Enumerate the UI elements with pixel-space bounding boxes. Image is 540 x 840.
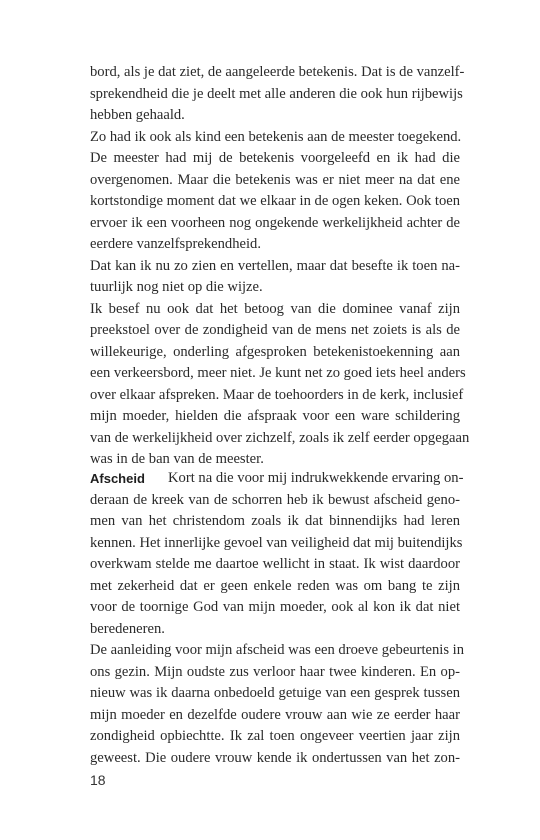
section-first-line xyxy=(90,468,464,490)
text-line: sprekendheid die je deelt met alle anderen die ook hun rijbewijs xyxy=(90,85,463,102)
body-text-section-2 xyxy=(90,468,465,769)
text-line: voor de toornige God van mijn moeder, ook al kon ik dat niet xyxy=(90,599,460,615)
text-line: willekeurige, onderling afgesproken betekenistoekenning aan xyxy=(90,343,460,360)
text-line: eerdere vanzelfsprekendheid. xyxy=(90,236,261,252)
text-line: van de werkelijkheid over zichzelf, zoals ik zelf eerder opgegaan xyxy=(90,429,470,446)
text-line: nieuw was ik daarna onbedoeld getuige van een gesprek tussen xyxy=(90,685,460,701)
body-text-section-1 xyxy=(90,62,470,471)
text-line: Ik besef nu ook dat het betoog van die dominee vanaf zijn xyxy=(90,300,460,317)
text-line: ervoer ik een voorheen nog ongekende werkelijkheid achter de xyxy=(90,214,460,231)
text-line: mijn moeder, hielden die afspraak voor een ware schildering xyxy=(90,408,460,424)
text-line: bord, als je dat ziet, de aangeleerde betekenis. Dat is de vanzelf- xyxy=(90,64,465,80)
text-line: Kort na die voor mij indrukwekkende ervaring on- xyxy=(168,470,464,486)
text-line: Zo had ik ook als kind een betekenis aan de meester toegekend. xyxy=(90,128,462,145)
text-line: hebben gehaald. xyxy=(90,107,185,123)
text-line: deraan de kreek van de schorren heb ik bewust afscheid geno- xyxy=(90,491,460,508)
text-line: mijn moeder en dezelfde oudere vrouw aan wie ze eerder haar xyxy=(90,706,460,723)
text-line: Dat kan ik nu zo zien en vertellen, maar dat besefte ik toen na- xyxy=(90,257,460,274)
text-line: kortstondige moment dat we elkaar in de ogen keken. Ook toen xyxy=(90,193,461,209)
page-number: 18 xyxy=(90,772,106,788)
text-line: men van het christendom zoals ik dat binnendijks had leren xyxy=(90,513,460,529)
text-line: overgenomen. Maar die betekenis was er niet meer na dat ene xyxy=(90,171,460,188)
text-line: kennen. Het innerlijke gevoel van veiligheid dat mij buitendijks xyxy=(90,534,463,551)
text-line: een verkeersbord, meer niet. Je kunt net zo goed iets heel anders xyxy=(90,365,466,381)
text-line: preekstoel over de zondigheid van de mens net zoiets is als de xyxy=(90,322,460,338)
text-line: was in de ban van de meester. xyxy=(90,451,264,467)
text-line: beredeneren. xyxy=(90,620,165,637)
text-line: geweest. Die oudere vrouw kende ik ondertussen van het zon- xyxy=(90,749,460,766)
text-line: zondigheid opbiechtte. Ik zal toen ongeveer veertien jaar zijn xyxy=(90,728,460,744)
text-line: De aanleiding voor mijn afscheid was een droeve gebeurtenis in xyxy=(90,642,465,658)
text-line: met zekerheid dat er geen enkele reden was om bang te zijn xyxy=(90,577,460,594)
section-heading: Afscheid xyxy=(90,471,145,486)
text-line: De meester had mij de betekenis voorgeleefd en ik had die xyxy=(90,150,460,166)
text-line: over elkaar afspreken. Maar de toehoorders in de kerk, inclusief xyxy=(90,386,464,403)
text-line: ons gezin. Mijn oudste zus verloor haar twee kinderen. En op- xyxy=(90,663,460,680)
text-line: overkwam stelde me daartoe wellicht in staat. Ik wist daardoor xyxy=(90,556,460,572)
text-line: tuurlijk nog niet op die wijze. xyxy=(90,279,263,295)
